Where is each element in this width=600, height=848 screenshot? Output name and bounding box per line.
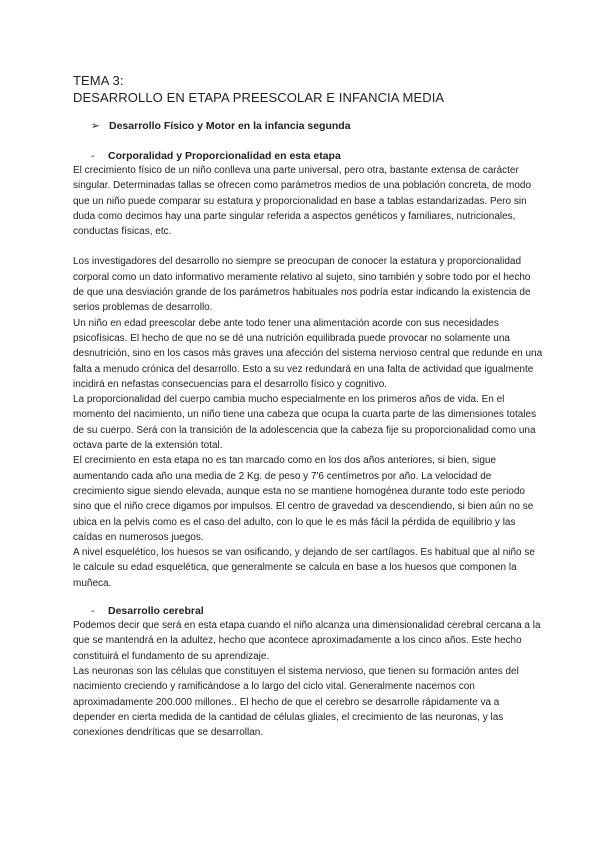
paragraph: Un niño en edad preescolar debe ante todo tener una alimentación acorde con sus necesidades psicofísicas. El hecho de que no se dé una nutrición equilibrada puede provocar no solamente una desnutrición, sino en los casos más graves una afección del sistema nervioso central que redunde en una falta a menudo crónica del desarrollo. Esto a su vez redundará en una falta de actividad que igualmente incidirá en nefastas consecuencias para el desarrollo físico y cognitivo. <box>73 317 543 390</box>
subsection-heading-corporalidad <box>91 149 543 163</box>
title-line-2: DESARROLLO EN ETAPA PREESCOLAR E INFANCIA MEDIA <box>73 90 445 105</box>
document-title <box>73 72 543 106</box>
document-page <box>73 72 543 740</box>
dash-bullet: - <box>91 605 95 618</box>
dash-bullet: - <box>91 150 95 162</box>
paragraph: El crecimiento en esta etapa no es tan marcado como en los dos años anteriores, si bien, sigue aumentando cada año una media de 2 Kg. de peso y 7'6 centímetros por año. La velocidad de crecimiento sigue siendo elevada, aunque esta no se mantiene homogénea durante todo este periodo sino que el niño crece digamos por impulsos. El centro de gravedad va descendiendo, si bien aún no se ubica en la pelvis como es el caso del adulto, con lo que le es más fácil la pérdida de equilibrio y las caídas en numerosos juegos. <box>73 455 534 543</box>
title-line-1: TEMA 3: <box>73 73 124 88</box>
paragraph: Los investigadores del desarrollo no siempre se preocupan de conocer la estatura y proporcionalidad corporal como un dato informativo meramente relativo al sujeto, sino también y sobre todo por el hecho de que una desviación grande de los parámetros habituales nos podría estar indicando la existencia de serios problemas de desarrollo. <box>73 256 531 314</box>
section-heading-text: Desarrollo Físico y Motor en la infancia segunda <box>109 120 351 132</box>
paragraph: La proporcionalidad del cuerpo cambia mucho especialmente en los primeros años de vida. En el momento del nacimiento, un niño tiene una cabeza que ocupa la cuarta parte de las dimensiones totales de su cuerpo. Será con la transición de la adolescencia que la cabeza fije su proporcionalidad como una octava parte de la extensión total. <box>73 394 537 452</box>
paragraph: Las neuronas son las células que constituyen el sistema nervioso, que tienen su formación antes del nacimiento creciendo y ramificándose a lo largo del ciclo vital. Generalmente nacemos con aproximadamente 200.000 millones.. El hecho de que el cerebro se desarrolle rápidamente va a depender en cierta medida de la cantidad de células gliales, el crecimiento de las neuronas, y las conexiones dendríticas que se desarrollan. <box>73 665 519 739</box>
section-heading-physical-motor <box>91 119 543 133</box>
paragraph: El crecimiento físico de un niño conlleva una parte universal, pero otra, bastante extensa de carácter singular. Determinadas tallas se ofrecen como parámetros medios de una población concreta, de modo que un niño puede comparar su estatura y proporcionalidad en base a tablas estandarizadas. Pero sin duda como decimos hay una parte singular referida a aspectos genéticos y familiares, nutricionales, conductas físicas, etc. <box>73 165 532 238</box>
subsection-heading-text: Corporalidad y Proporcionalidad en esta etapa <box>108 150 341 162</box>
subsection-heading-cerebral <box>91 604 543 618</box>
arrow-bullet-icon: ➢ <box>91 120 100 132</box>
subsection-heading-text: Desarrollo cerebral <box>108 605 204 618</box>
paragraph: A nivel esquelético, los huesos se van osificando, y dejando de ser cartílagos. Es habitual que al niño se le calcule su edad esquelética, que generalmente se calcula en base a los huesos que componen la muñeca. <box>73 547 535 589</box>
paragraph: Podemos decir que será en esta etapa cuando el niño alcanza una dimensionalidad cerebral cercana a la que se mantendrá en la adultez, hecho que acontece aproximadamente a los cinco años. Este hecho constituirá el fundamento de su aprendizaje. <box>73 620 541 662</box>
